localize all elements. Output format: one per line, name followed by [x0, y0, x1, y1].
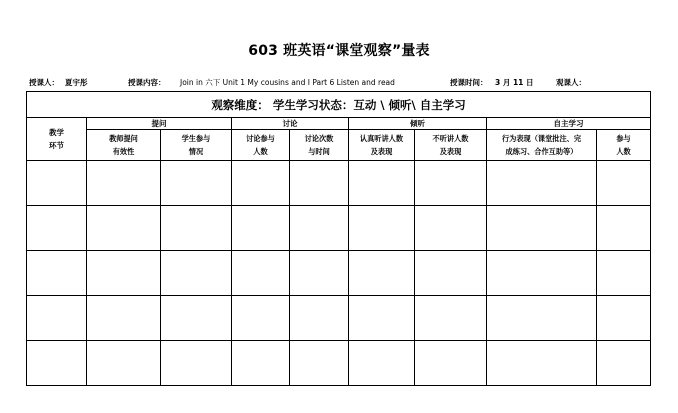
- table-row: [27, 206, 651, 251]
- group-header-listening: 倾听: [349, 118, 487, 130]
- table-cell[interactable]: [27, 251, 87, 296]
- col-header-discussion-participants: 讨论参与 人数: [232, 130, 290, 161]
- table-cell[interactable]: [597, 251, 651, 296]
- table-cell[interactable]: [232, 341, 290, 386]
- table-cell[interactable]: [487, 161, 597, 206]
- observation-table: [26, 91, 651, 386]
- time-label: 授课时间：: [450, 78, 488, 87]
- table-cell[interactable]: [290, 341, 349, 386]
- col-header-student-participation: 学生参与 情况: [161, 130, 232, 161]
- table-cell[interactable]: [487, 341, 597, 386]
- table-cell[interactable]: [290, 251, 349, 296]
- table-cell[interactable]: [161, 341, 232, 386]
- table-cell[interactable]: [161, 251, 232, 296]
- teaching-stage-label: 教学 环节: [49, 128, 64, 150]
- table-cell[interactable]: [27, 206, 87, 251]
- teacher-label: 授课人：: [29, 78, 59, 87]
- table-cell[interactable]: [487, 251, 597, 296]
- col-header-attentive-students: 认真听讲人数 及表现: [349, 130, 415, 161]
- table-cell[interactable]: [161, 296, 232, 341]
- table-cell[interactable]: [487, 296, 597, 341]
- table-cell[interactable]: [161, 161, 232, 206]
- table-cell[interactable]: [487, 206, 597, 251]
- table-cell[interactable]: [415, 296, 487, 341]
- table-cell[interactable]: [27, 161, 87, 206]
- col-header-inattentive-students: 不听讲人数 及表现: [415, 130, 487, 161]
- table-cell[interactable]: [415, 341, 487, 386]
- table-cell[interactable]: [597, 206, 651, 251]
- table-row: [27, 296, 651, 341]
- page-title: 603 班英语“课堂观察”量表: [248, 43, 430, 59]
- col-header-discussion-count-time: 讨论次数 与时间: [290, 130, 349, 161]
- table-cell[interactable]: [27, 296, 87, 341]
- table-cell[interactable]: [87, 341, 161, 386]
- table-row: [27, 341, 651, 386]
- table-cell[interactable]: [597, 161, 651, 206]
- table-cell[interactable]: [290, 206, 349, 251]
- table-cell[interactable]: [161, 206, 232, 251]
- table-cell[interactable]: [27, 341, 87, 386]
- table-cell[interactable]: [597, 341, 651, 386]
- teacher-name: 夏宇彤: [65, 78, 88, 87]
- content-label: 授课内容：: [128, 78, 166, 87]
- time-value: 3 月 11 日: [495, 78, 534, 87]
- table-cell[interactable]: [349, 206, 415, 251]
- header-teaching-stage: [27, 118, 87, 161]
- table-cell[interactable]: [87, 296, 161, 341]
- table-cell[interactable]: [415, 206, 487, 251]
- table-cell[interactable]: [87, 206, 161, 251]
- table-cell[interactable]: [232, 251, 290, 296]
- group-header-autonomous-learning: 自主学习: [487, 118, 651, 130]
- observation-dimension: 观察维度： 学生学习状态：互动 \ 倾听\ 自主学习: [27, 92, 651, 118]
- table-row: [27, 161, 651, 206]
- table-cell[interactable]: [87, 251, 161, 296]
- table-cell[interactable]: [349, 341, 415, 386]
- table-cell[interactable]: [349, 296, 415, 341]
- col-header-behavior: 行为表现（课堂批注、完 成练习、合作互助等）: [487, 130, 597, 161]
- table-row: [27, 251, 651, 296]
- table-cell[interactable]: [232, 161, 290, 206]
- observer-label: 观课人：: [556, 78, 586, 87]
- table-cell[interactable]: [232, 206, 290, 251]
- group-header-discussion: 讨论: [232, 118, 349, 130]
- table-cell[interactable]: [415, 251, 487, 296]
- table-cell[interactable]: [349, 251, 415, 296]
- content-value: Join in 六下 Unit 1 My cousins and I Part 6 Listen and read: [180, 78, 395, 87]
- col-header-question-effectiveness: 教师提问 有效性: [87, 130, 161, 161]
- table-cell[interactable]: [290, 296, 349, 341]
- col-header-participant-count: 参与 人数: [597, 130, 651, 161]
- table-cell[interactable]: [349, 161, 415, 206]
- table-cell[interactable]: [415, 161, 487, 206]
- table-cell[interactable]: [87, 161, 161, 206]
- lesson-info-line: [29, 77, 649, 91]
- table-cell[interactable]: [232, 296, 290, 341]
- table-cell[interactable]: [290, 161, 349, 206]
- group-header-questioning: 提问: [87, 118, 232, 130]
- table-cell[interactable]: [597, 296, 651, 341]
